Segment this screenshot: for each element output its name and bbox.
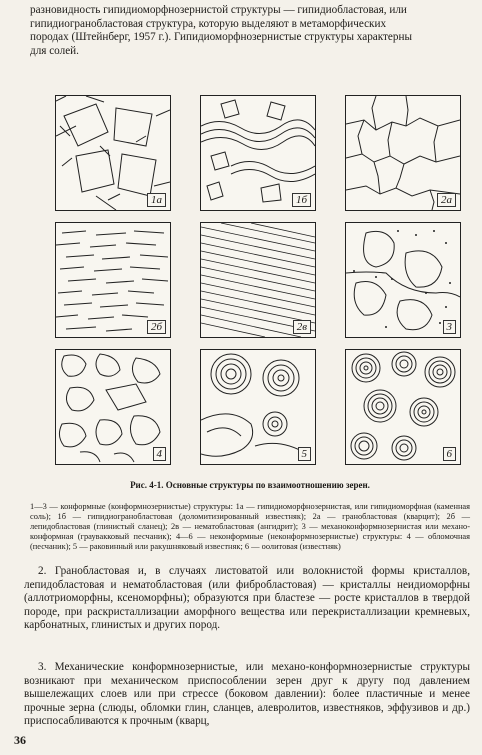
figure-caption: [30, 470, 470, 552]
panel-6: [345, 349, 461, 465]
figure-caption-title: Рис. 4-1. Основные структуры по взаимоотношению зерен.: [130, 480, 370, 490]
figure-4-1: [55, 95, 460, 463]
panel-1a: [55, 95, 171, 211]
figure-caption-text: 1—3 — конформные (конформнозернистые) структуры: 1а — гипидиоморфнозернистая, или гипидиоморфная (каменная соль); 1б — гипидиогранобластовая (доломитизированный известняк); 2а — гранобластовая (кварцит); 2б — лепидобластовая (глинистый сланец); 2в — нематобластовая (ангидрит); 3 — механоконформнозернистая или механо-конформная (граувакковый песчаник); 4—6 — неконформные (неконформнозернистые) структуры: 4 — обломочная (песчаник); 5 — раковинный или ракушняковый известняк; 6 — оолитовая (известняк): [30, 502, 470, 551]
panel-4: [55, 349, 171, 465]
panel-label: 1а: [147, 193, 166, 207]
panel-label: 6: [443, 447, 457, 461]
panel-2v: [200, 222, 316, 338]
panel-label: 2в: [293, 320, 311, 334]
paragraph-2: 2. Гранобластовая и, в случаях листоватой или волокнистой формы кристаллов, лепидобластовая и нематобластовая (или фибробластовая) — кристаллы неидиоморфны (аллотриоморфны, ксеноморфны); образуются при бластезе — росте кристаллов в твердой породе, при раскристаллизации аморфного вещества или перекристаллизации кремневых, карбонатных, глинистых и других пород.: [24, 565, 470, 631]
panel-label: 2б: [147, 320, 166, 334]
panel-label: 1б: [292, 193, 311, 207]
panel-5: [200, 349, 316, 465]
panel-3: [345, 222, 461, 338]
paragraph-3: 3. Механические конформнозернистые, или механо-конформнозернистые структуры возникают при механическом приспособлении зерен друг к другу под давлением вышележащих слоев или при стрессе (боковом давлении): более пластичные и менее прочные зерна (слюды, обломки глин, сланцев, алевролитов, известняков, эффузивов и др.) приспосабливаются к прочным (кварц,: [24, 661, 470, 727]
panel-2a: [345, 95, 461, 211]
panel-label: 5: [298, 447, 312, 461]
panel-label: 3: [443, 320, 457, 334]
panel-1b: [200, 95, 316, 211]
panel-label: 2а: [437, 193, 456, 207]
intro-paragraph: разновидность гипидиоморфнозернистой структуры — гипидиобластовая, или гипидиогранобластовая структура, которую выделяют в метаморфических породах (Штейнберг, 1957 г.). Гипидиоморфнозернистые структуры характерны для солей.: [30, 4, 412, 57]
panel-2b: [55, 222, 171, 338]
page-number: 36: [14, 733, 26, 747]
panel-label: 4: [153, 447, 167, 461]
